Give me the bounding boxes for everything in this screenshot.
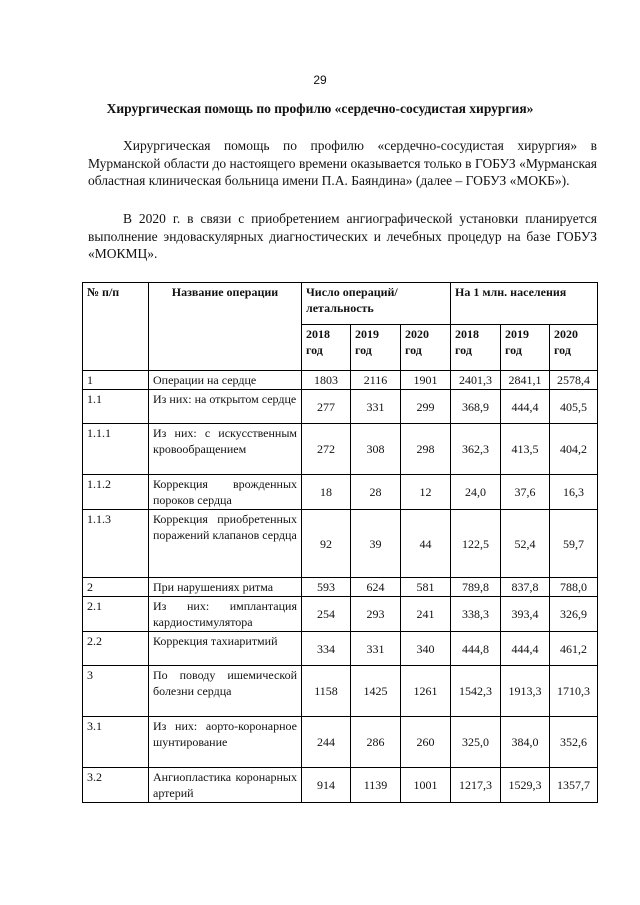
header-year-million-2019: 2019 год xyxy=(501,325,550,371)
row-per-million-2019: 413,5 xyxy=(501,424,550,475)
table-row xyxy=(83,510,598,578)
row-per-million-2019: 1529,3 xyxy=(501,768,550,803)
row-operation-name: Коррекция приобретенных поражений клапанов сердца xyxy=(149,510,302,578)
row-operation-name: Из них: с искусственным кровообращением xyxy=(149,424,302,475)
row-per-million-2018: 1542,3 xyxy=(451,666,501,717)
row-operation-name: Коррекция тахиаритмий xyxy=(149,632,302,666)
row-id: 1.1 xyxy=(83,390,149,424)
header-year-count-2018: 2018 год xyxy=(302,325,351,371)
row-count-2019: 293 xyxy=(351,597,401,632)
table-row xyxy=(83,717,598,768)
header-year-million-2020: 2020 год xyxy=(550,325,598,371)
table-row xyxy=(83,475,598,510)
table-row xyxy=(83,390,598,424)
row-id: 1.1.1 xyxy=(83,424,149,475)
header-name: Название операции xyxy=(149,283,302,371)
row-per-million-2020: 16,3 xyxy=(550,475,598,510)
row-count-2018: 254 xyxy=(302,597,351,632)
row-count-2019: 1425 xyxy=(351,666,401,717)
row-count-2020: 260 xyxy=(401,717,451,768)
row-per-million-2018: 368,9 xyxy=(451,390,501,424)
row-count-2018: 92 xyxy=(302,510,351,578)
row-count-2018: 277 xyxy=(302,390,351,424)
table-row xyxy=(83,597,598,632)
table-row xyxy=(83,632,598,666)
row-per-million-2018: 325,0 xyxy=(451,717,501,768)
row-count-2019: 624 xyxy=(351,578,401,597)
row-count-2018: 18 xyxy=(302,475,351,510)
row-per-million-2018: 362,3 xyxy=(451,424,501,475)
row-count-2018: 593 xyxy=(302,578,351,597)
row-per-million-2020: 326,9 xyxy=(550,597,598,632)
page-number: 29 xyxy=(313,73,327,87)
row-per-million-2020: 59,7 xyxy=(550,510,598,578)
row-per-million-2018: 444,8 xyxy=(451,632,501,666)
row-count-2020: 1901 xyxy=(401,371,451,390)
header-num: № п/п xyxy=(83,283,149,371)
row-count-2020: 44 xyxy=(401,510,451,578)
row-per-million-2020: 405,5 xyxy=(550,390,598,424)
row-per-million-2019: 384,0 xyxy=(501,717,550,768)
row-per-million-2018: 24,0 xyxy=(451,475,501,510)
row-operation-name: Из них: аорто-коронарное шунтирование xyxy=(149,717,302,768)
header-year-count-2020: 2020 год xyxy=(401,325,451,371)
row-id: 1.1.3 xyxy=(83,510,149,578)
row-per-million-2018: 1217,3 xyxy=(451,768,501,803)
row-count-2019: 2116 xyxy=(351,371,401,390)
row-count-2019: 28 xyxy=(351,475,401,510)
row-count-2018: 1158 xyxy=(302,666,351,717)
row-operation-name: Коррекция врожденных пороков сердца xyxy=(149,475,302,510)
row-count-2020: 1261 xyxy=(401,666,451,717)
row-per-million-2018: 789,8 xyxy=(451,578,501,597)
row-per-million-2019: 1913,3 xyxy=(501,666,550,717)
paragraph-2: В 2020 г. в связи с приобретением ангиографической установки планируется выполнение эндоваскулярных диагностических и лечебных процедур на базе ГОБУЗ «МОКМЦ». xyxy=(88,211,597,261)
row-per-million-2019: 444,4 xyxy=(501,390,550,424)
row-per-million-2020: 1710,3 xyxy=(550,666,598,717)
row-per-million-2019: 393,4 xyxy=(501,597,550,632)
row-per-million-2020: 352,6 xyxy=(550,717,598,768)
row-count-2019: 331 xyxy=(351,390,401,424)
row-per-million-2020: 1357,7 xyxy=(550,768,598,803)
row-count-2020: 298 xyxy=(401,424,451,475)
row-operation-name: Из них: имплантация кардиостимулятора xyxy=(149,597,302,632)
row-per-million-2018: 338,3 xyxy=(451,597,501,632)
row-operation-name: По поводу ишемической болезни сердца xyxy=(149,666,302,717)
row-count-2020: 340 xyxy=(401,632,451,666)
row-count-2019: 1139 xyxy=(351,768,401,803)
table-row xyxy=(83,424,598,475)
row-id: 2 xyxy=(83,578,149,597)
row-count-2020: 299 xyxy=(401,390,451,424)
row-count-2018: 1803 xyxy=(302,371,351,390)
row-count-2020: 12 xyxy=(401,475,451,510)
section-heading: Хирургическая помощь по профилю «сердечно-сосудистая хирургия» xyxy=(106,101,534,116)
row-id: 3.1 xyxy=(83,717,149,768)
table-row xyxy=(83,666,598,717)
row-per-million-2020: 788,0 xyxy=(550,578,598,597)
row-count-2019: 39 xyxy=(351,510,401,578)
row-count-2019: 286 xyxy=(351,717,401,768)
row-per-million-2019: 837,8 xyxy=(501,578,550,597)
header-per-million-group: На 1 млн. населения xyxy=(451,283,598,325)
surgery-stats-table xyxy=(82,282,598,803)
row-count-2020: 241 xyxy=(401,597,451,632)
row-operation-name: Ангиопластика коронарных артерий xyxy=(149,768,302,803)
row-per-million-2018: 122,5 xyxy=(451,510,501,578)
row-count-2020: 581 xyxy=(401,578,451,597)
table-row xyxy=(83,578,598,597)
row-count-2018: 914 xyxy=(302,768,351,803)
header-year-count-2019: 2019 год xyxy=(351,325,401,371)
paragraph-1: Хирургическая помощь по профилю «сердечно-сосудистая хирургия» в Мурманской области до настоящего времени оказывается только в ГОБУЗ «Мурманская областная клиническая больница имени П.А. Баяндина» (далее – ГОБУЗ «МОКБ»). xyxy=(88,138,597,188)
row-operation-name: Из них: на открытом сердце xyxy=(149,390,302,424)
row-operation-name: При нарушениях ритма xyxy=(149,578,302,597)
row-id: 3 xyxy=(83,666,149,717)
row-per-million-2020: 404,2 xyxy=(550,424,598,475)
row-per-million-2020: 2578,4 xyxy=(550,371,598,390)
row-operation-name: Операции на сердце xyxy=(149,371,302,390)
table-row xyxy=(83,768,598,803)
row-per-million-2019: 2841,1 xyxy=(501,371,550,390)
row-id: 1.1.2 xyxy=(83,475,149,510)
row-count-2019: 308 xyxy=(351,424,401,475)
row-count-2019: 331 xyxy=(351,632,401,666)
row-per-million-2019: 52,4 xyxy=(501,510,550,578)
header-year-million-2018: 2018 год xyxy=(451,325,501,371)
row-count-2018: 244 xyxy=(302,717,351,768)
header-count-group: Число операций/летальность xyxy=(302,283,451,325)
row-id: 1 xyxy=(83,371,149,390)
row-per-million-2018: 2401,3 xyxy=(451,371,501,390)
row-per-million-2019: 444,4 xyxy=(501,632,550,666)
table-row xyxy=(83,371,598,390)
row-count-2018: 272 xyxy=(302,424,351,475)
row-per-million-2019: 37,6 xyxy=(501,475,550,510)
row-count-2020: 1001 xyxy=(401,768,451,803)
row-id: 2.1 xyxy=(83,597,149,632)
row-id: 2.2 xyxy=(83,632,149,666)
row-id: 3.2 xyxy=(83,768,149,803)
row-per-million-2020: 461,2 xyxy=(550,632,598,666)
row-count-2018: 334 xyxy=(302,632,351,666)
